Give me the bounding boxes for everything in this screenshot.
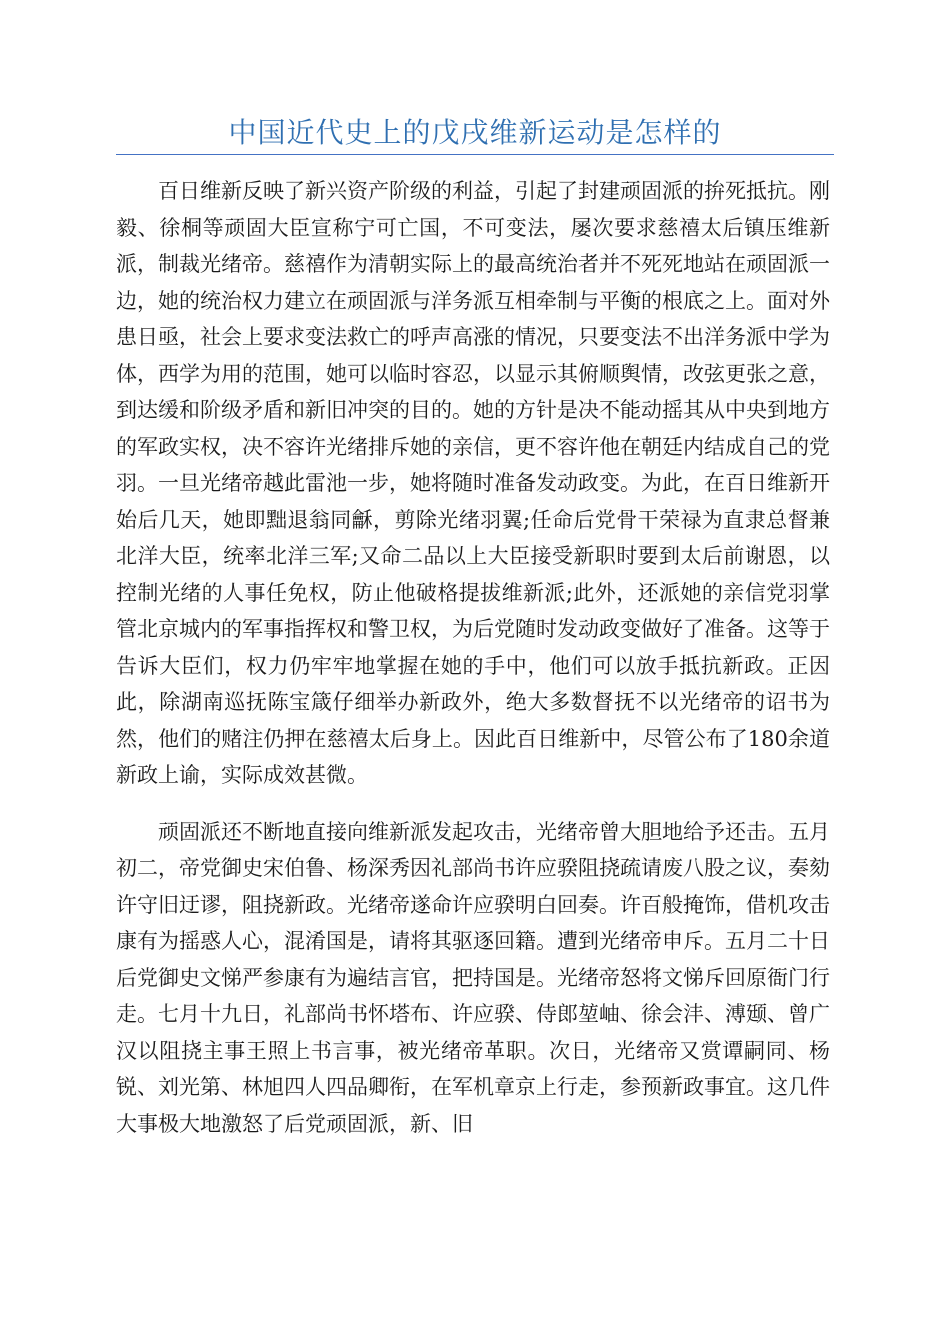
document-body	[116, 173, 830, 1142]
paragraph-2: 顽固派还不断地直接向维新派发起攻击，光绪帝曾大胆地给予还击。五月初二，帝党御史宋伯鲁、杨深秀因礼部尚书许应骙阻挠疏请废八股之议，奏劾许守旧迂谬，阻挠新政。光绪帝遂命许应骙明白回奏。许百般掩饰，借机攻击康有为摇惑人心，混淆国是，请将其驱逐回籍。遭到光绪帝申斥。五月二十日后党御史文悌严参康有为遍结言官，把持国是。光绪帝怒将文悌斥回原衙门行走。七月十九日，礼部尚书怀塔布、许应骙、侍郎堃岫、徐会沣、溥颋、曾广汉以阻挠主事王照上书言事，被光绪帝革职。次日，光绪帝又赏谭嗣同、杨锐、刘光第、林旭四人四品卿衔，在军机章京上行走，参预新政事宜。这几件大事极大地激怒了后党顽固派，新、旧	[116, 819, 830, 1136]
title-underline	[116, 154, 834, 155]
paragraph-1: 百日维新反映了新兴资产阶级的利益，引起了封建顽固派的拚死抵抗。刚毅、徐桐等顽固大臣宣称宁可亡国，不可变法，屡次要求慈禧太后镇压维新派，制裁光绪帝。慈禧作为清朝实际上的最高统治者并不死死地站在顽固派一边，她的统治权力建立在顽固派与洋务派互相牵制与平衡的根底之上。面对外患日亟，社会上要求变法救亡的呼声高涨的情况，只要变法不出洋务派中学为体，西学为用的范围，她可以临时容忍，以显示其俯顺舆情，改弦更张之意，到达缓和阶级矛盾和新旧冲突的目的。她的方针是决不能动摇其从中央到地方的军政实权，决不容许光绪排斥她的亲信，更不容许他在朝廷内结成自己的党羽。一旦光绪帝越此雷池一步，她将随时准备发动政变。为此，在百日维新开始后几天，她即黜退翁同龢，剪除光绪羽翼;任命后党骨干荣禄为直隶总督兼北洋大臣，统率北洋三军;又命二品以上大臣接受新职时要到太后前谢恩，以控制光绪的人事任免权，防止他破格提拔维新派;此外，还派她的亲信党羽掌管北京城内的军事指挥权和警卫权，为后党随时发动政变做好了准备。这等于告诉大臣们，权力仍牢牢地掌握在她的手中，他们可以放手抵抗新政。正因此，除湖南巡抚陈宝箴仔细举办新政外，绝大多数督抚不以光绪帝的诏书为然，他们的赌注仍押在慈禧太后身上。因此百日维新中，尽管公布了180余道新政上谕，实际成效甚微。	[116, 179, 830, 787]
document-title: 中国近代史上的戊戌维新运动是怎样的	[228, 116, 722, 149]
